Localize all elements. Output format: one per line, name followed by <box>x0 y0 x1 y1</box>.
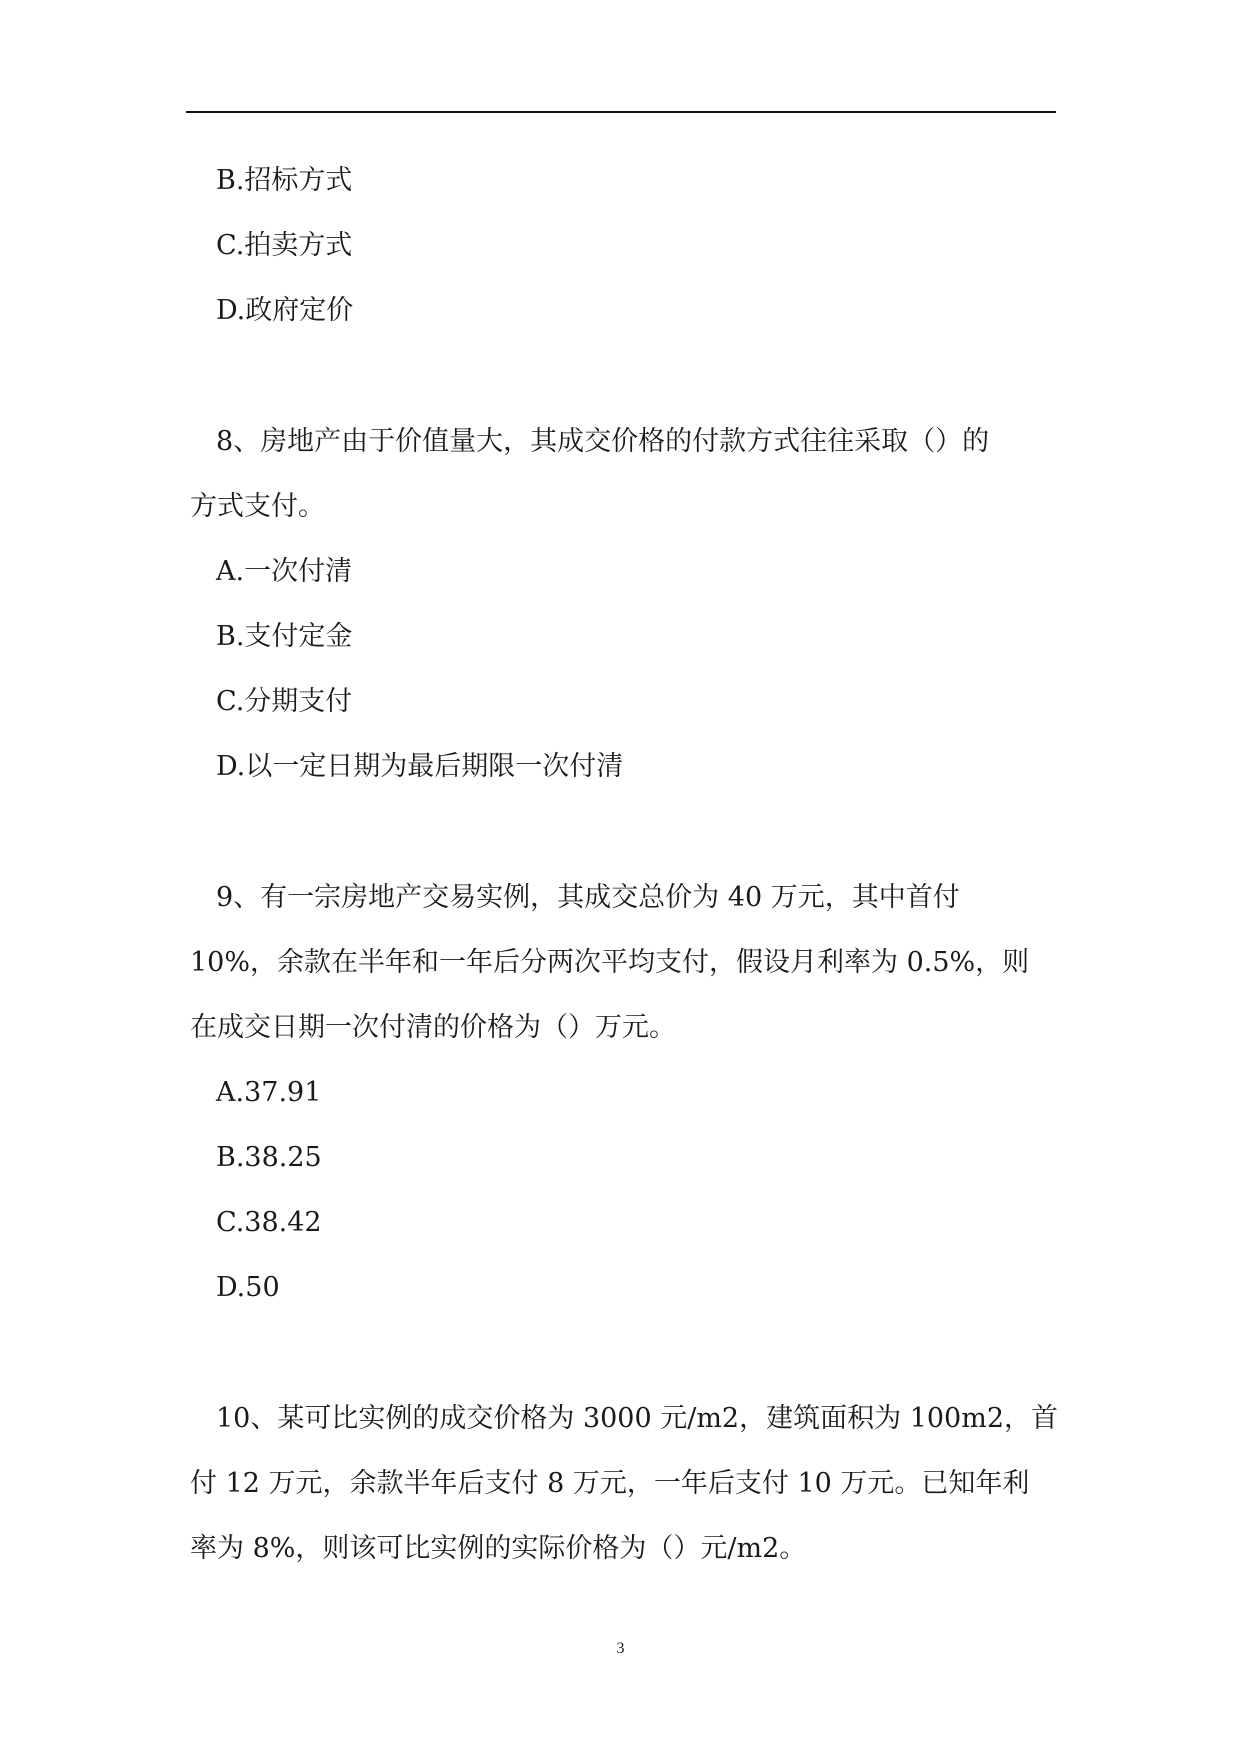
q7-option-b: B.招标方式 <box>216 165 353 196</box>
q9-stem-line-3: 在成交日期一次付清的价格为（）万元。 <box>190 1012 676 1043</box>
q7-option-c: C.拍卖方式 <box>216 230 353 261</box>
q9-option-c: C.38.42 <box>216 1207 322 1238</box>
q8-stem-line-2: 方式支付。 <box>190 491 325 522</box>
q8-option-b: B.支付定金 <box>216 621 353 652</box>
header-rule <box>186 111 1056 113</box>
q7-option-d: D.政府定价 <box>216 295 354 326</box>
q8-stem-line-1: 8、房地产由于价值量大，其成交价格的付款方式往往采取（）的 <box>216 426 990 457</box>
q9-option-a: A.37.91 <box>216 1077 322 1108</box>
q10-stem-line-1: 10、某可比实例的成交价格为 3000 元/m2，建筑面积为 100m2，首 <box>216 1403 1059 1434</box>
q9-option-d: D.50 <box>216 1272 280 1303</box>
q8-option-a: A.一次付清 <box>216 556 353 587</box>
q9-option-b: B.38.25 <box>216 1142 322 1173</box>
q10-stem-line-2: 付 12 万元，余款半年后支付 8 万元，一年后支付 10 万元。已知年利 <box>190 1468 1030 1499</box>
q9-stem-line-2: 10%，余款在半年和一年后分两次平均支付，假设月利率为 0.5%，则 <box>190 947 1030 978</box>
page-number: 3 <box>616 1640 625 1657</box>
q8-option-c: C.分期支付 <box>216 686 353 717</box>
q10-stem-line-3: 率为 8%，则该可比实例的实际价格为（）元/m2。 <box>190 1533 807 1564</box>
q9-stem-line-1: 9、有一宗房地产交易实例，其成交总价为 40 万元，其中首付 <box>216 882 960 913</box>
q8-option-d: D.以一定日期为最后期限一次付清 <box>216 751 624 782</box>
